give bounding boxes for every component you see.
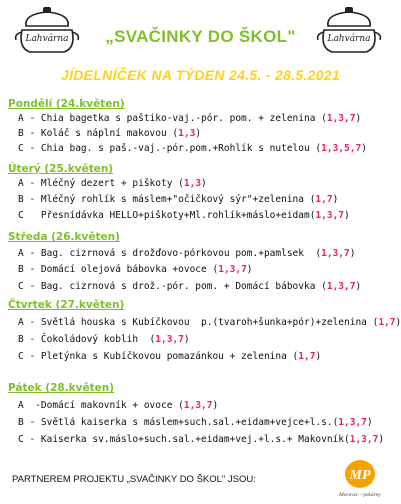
menu-item: A -Domácí makovník + ovoce (1,3,7) — [18, 400, 219, 411]
menu-item: C - Pletýnka s Kubíčkovou pomazánkou + zelenina (1,7) — [18, 351, 322, 362]
menu-item: C - Kaiserka sv.máslo+such.sal.+eidam+vej.+l.s.+ Makovník(1,3,7) — [18, 434, 385, 445]
page-title: „SVAČINKY DO ŠKOL" — [105, 27, 296, 46]
allergens: 1,3,7 — [315, 210, 345, 221]
menu-item: C Přesnídávka HELLO+piškoty+Ml.rohlík+máslo+eidam(1,3,7) — [18, 210, 350, 221]
day-heading-monday: Pondělí (24.květen) — [8, 98, 125, 110]
menu-item: B - Mléčný rohlík s máslem+"očičkový sýr"+zelenina (1,7) — [18, 194, 339, 205]
partners-text: PARTNEREM PROJEKTU „SVAČINKY DO ŠKOL" JSOU: — [12, 474, 256, 485]
menu-item: A - Světlá houska s Kubíčkovou p.(tvaroh+šunka+pór)+zelenina (1,7) — [18, 317, 401, 328]
day-heading-tuesday: Úterý (25.květen) — [8, 163, 114, 175]
svg-text:MP: MP — [349, 468, 371, 483]
menu-item: A - Bag. cizrnová s drožďovo-pórkovou pom.+pamlsek (1,3,7) — [18, 248, 356, 259]
logo-text: Lahvárna — [25, 34, 69, 44]
allergens: 1,3,7 — [183, 400, 213, 411]
menu-item: B - Světlá kaiserka s máslem+such.sal.+eidam+vejce+l.s.(1,3,7) — [18, 417, 373, 428]
menu-item: C - Bag. cizrnová s drož.-pór. pom. + Domácí bábovka (1,3,7) — [18, 281, 362, 292]
menu-item: B - Domácí olejová bábovka +ovoce (1,3,7) — [18, 264, 253, 275]
logo-text: Lahvárna — [327, 34, 371, 44]
allergens: 1,3,7 — [155, 334, 184, 345]
page-subtitle: JÍDELNÍČEK NA TÝDEN 24.5. - 28.5.2021 — [60, 67, 340, 83]
allergens: 1,7 — [315, 194, 333, 205]
day-heading-thursday: Čtvrtek (27.květen) — [8, 299, 125, 311]
menu-item: A - Chia bagetka s paštiko-vaj.-pór. pom. + zelenina (1,3,7) — [18, 113, 362, 124]
menu-item: B - Čokoládový koblih (1,3,7) — [18, 334, 190, 345]
allergens: 1,3,7 — [218, 264, 247, 275]
menu-item: A - Mléčný dezert + piškoty (1,3) — [18, 178, 207, 189]
mp-logo-icon — [335, 458, 385, 500]
allergens: 1,3,7 — [321, 248, 350, 259]
allergens: 1,3 — [178, 128, 196, 139]
svg-text:Moravec - pekárny: Moravec - pekárny — [339, 492, 381, 498]
menu-item: B - Koláč s náplní makovou (1,3) — [18, 128, 202, 139]
allergens: 1,3,7 — [326, 281, 356, 292]
allergens: 1,3,5,7 — [321, 143, 362, 154]
day-heading-friday: Pátek (28.květen) — [8, 382, 115, 394]
allergens: 1,3,7 — [326, 113, 356, 124]
allergens: 1,3 — [183, 178, 202, 189]
allergens: 1,7 — [378, 317, 396, 328]
allergens: 1,3,7 — [349, 434, 379, 445]
allergens: 1,7 — [298, 351, 316, 362]
moravec-pekarny-logo — [335, 458, 385, 500]
menu-item: C - Chia bag. s paš.-vaj.-pór.pom.+Rohlík s nutelou (1,3,5,7) — [18, 143, 367, 154]
day-heading-wednesday: Středa (26.květen) — [8, 231, 120, 243]
allergens: 1,3,7 — [338, 417, 367, 428]
